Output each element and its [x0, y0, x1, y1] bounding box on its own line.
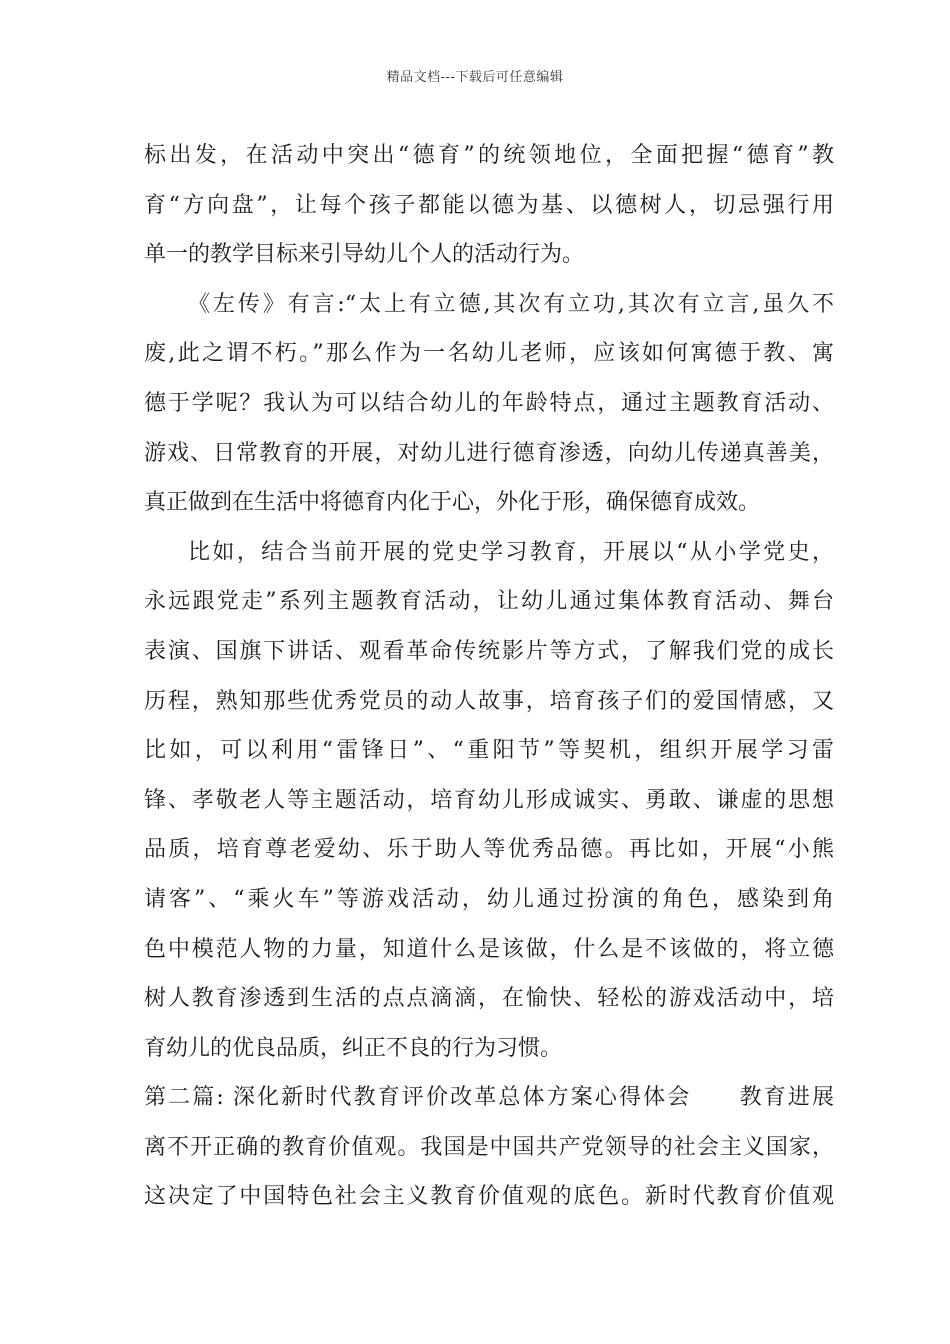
- body-line: 这决定了中国特色社会主义教育价值观的底色。新时代教育价值观: [144, 1184, 834, 1210]
- paragraph-first-line: 《左传》有言:“太上有立德,其次有立功,其次有立言,虽久不: [188, 291, 834, 317]
- body-line: 锋、孝敬老人等主题活动，培育幼儿形成诚实、勇敢、谦虚的思想: [144, 787, 834, 813]
- body-line: 历程，熟知那些优秀党员的动人故事，培育孩子们的爱国情感，又: [144, 688, 834, 714]
- body-line: 标出发，在活动中突出“德育”的统领地位，全面把握“德育”教: [144, 143, 834, 168]
- body-line: 品质，培育尊老爱幼、乐于助人等优秀品德。再比如，开展“小熊: [144, 837, 834, 863]
- section-heading-line: 第二篇: 深化新时代教育评价改革总体方案心得体会 教育进展: [144, 1085, 834, 1111]
- body-line: 比如，可以利用“雷锋日”、“重阳节”等契机，组织开展学习雷: [144, 738, 834, 764]
- body-line: 单一的教学目标来引导幼儿个人的活动行为。: [144, 242, 585, 268]
- body-line: 树人教育渗透到生活的点点滴滴，在愉快、轻松的游戏活动中，培: [144, 986, 834, 1012]
- body-line: 废,此之谓不朽。”那么作为一名幼儿老师，应该如何寓德于教、寓: [144, 341, 834, 367]
- paragraph-first-line: 比如，结合当前开展的党史学习教育，开展以“从小学党史，: [188, 539, 834, 565]
- body-line: 育幼儿的优良品质，纠正不良的行为习惯。: [144, 1035, 563, 1061]
- body-line: 离不开正确的教育价值观。我国是中国共产党领导的社会主义国家，: [144, 1134, 834, 1160]
- body-line: 真正做到在生活中将德育内化于心，外化于形，确保德育成效。: [144, 490, 761, 516]
- body-line: 德于学呢？我认为可以结合幼儿的年龄特点，通过主题教育活动、: [144, 390, 834, 416]
- page-header: 精品文档---下载后可任意编辑: [386, 70, 564, 85]
- body-line: 表演、国旗下讲话、观看革命传统影片等方式，了解我们党的成长: [144, 638, 834, 664]
- body-line: 色中模范人物的力量，知道什么是该做，什么是不该做的，将立德: [144, 936, 834, 962]
- body-line: 请客”、“乘火车”等游戏活动，幼儿通过扮演的角色，感染到角: [144, 886, 834, 912]
- body-line: 游戏、日常教育的开展，对幼儿进行德育渗透，向幼儿传递真善美，: [144, 440, 834, 466]
- document-body: [144, 131, 834, 1222]
- body-line: 育“方向盘”，让每个孩子都能以德为基、以德树人，切忌强行用: [144, 192, 834, 218]
- body-line: 永远跟党走”系列主题教育活动，让幼儿通过集体教育活动、舞台: [144, 589, 834, 615]
